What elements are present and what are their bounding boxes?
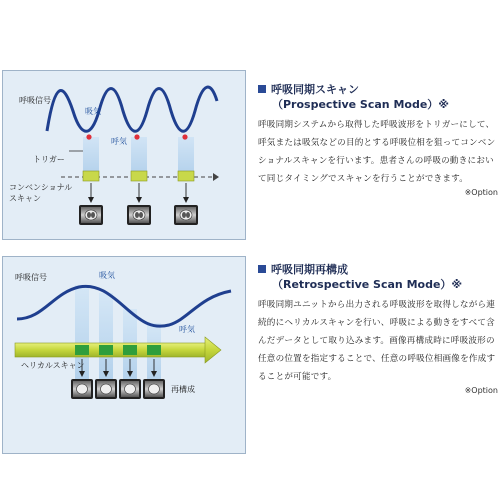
option-note: ※Option: [464, 386, 498, 395]
inhale-label: 吸気: [85, 107, 101, 116]
scan-label-line1: コンベンショナル: [9, 183, 73, 192]
helical-scan-label: ヘリカルスキャン: [21, 361, 85, 370]
exhale-label: 呼気: [179, 325, 195, 334]
trigger-point: [134, 134, 139, 139]
section-title: [258, 262, 498, 277]
recon-label: 再構成: [171, 385, 195, 394]
trigger-point: [86, 134, 91, 139]
section-title-text: 呼吸同期スキャン: [271, 83, 359, 96]
scan-block: [131, 171, 147, 181]
scan-block: [178, 171, 194, 181]
option-note: ※Option: [464, 188, 498, 197]
section-title-text: 呼吸同期再構成: [271, 263, 348, 276]
ct-image-thumbnail: [79, 205, 103, 225]
inhale-label: 吸気: [99, 271, 115, 280]
ct-image-thumbnail: [95, 379, 117, 399]
prospective-section: [258, 82, 498, 197]
retrospective-section: [258, 262, 498, 395]
ct-image-thumbnail: [127, 205, 151, 225]
scan-label-line2: スキャン: [9, 194, 41, 203]
ct-image-thumbnail: [174, 205, 198, 225]
recon-segment: [99, 345, 113, 355]
trigger-label: トリガー: [33, 155, 65, 164]
bullet-square-icon: [258, 265, 266, 273]
ct-image-thumbnail: [71, 379, 93, 399]
respiratory-signal-curve: [47, 87, 217, 131]
retrospective-diagram-graphic: [3, 257, 245, 453]
signal-label: 呼吸信号: [19, 96, 51, 105]
exhale-label: 呼気: [111, 137, 127, 146]
prospective-scan-diagram: [2, 70, 246, 240]
ct-image-thumbnail: [119, 379, 141, 399]
bullet-square-icon: [258, 85, 266, 93]
section-subtitle: （Retrospective Scan Mode）※: [272, 278, 463, 291]
recon-segment: [75, 345, 89, 355]
recon-segment: [123, 345, 137, 355]
scan-block: [83, 171, 99, 181]
signal-label: 呼吸信号: [15, 273, 47, 282]
section-body: 呼吸同期システムから取得した呼吸波形をトリガーにして、呼気または吸気などの目的とする呼吸位相を狙ってコンベンショナルスキャンを行います。患者さんの呼吸の動きにおいて同じタイミングでスキャンを行うことができます。: [258, 120, 496, 184]
recon-segment: [147, 345, 161, 355]
section-title: [258, 82, 498, 97]
trigger-point: [182, 134, 187, 139]
retrospective-scan-diagram: [2, 256, 246, 454]
section-subtitle: （Prospective Scan Mode）※: [272, 98, 449, 111]
ct-image-thumbnail: [143, 379, 165, 399]
section-body: 呼吸同期ユニットから出力される呼吸波形を取得しながら連続的にヘリカルスキャンを行い、呼吸による動きをすべて含んだデータとして取り込みます。画像再構成時に呼吸波形の任意の位置を指定することで、任意の呼吸位相画像を作成することが可能です。: [258, 300, 496, 382]
